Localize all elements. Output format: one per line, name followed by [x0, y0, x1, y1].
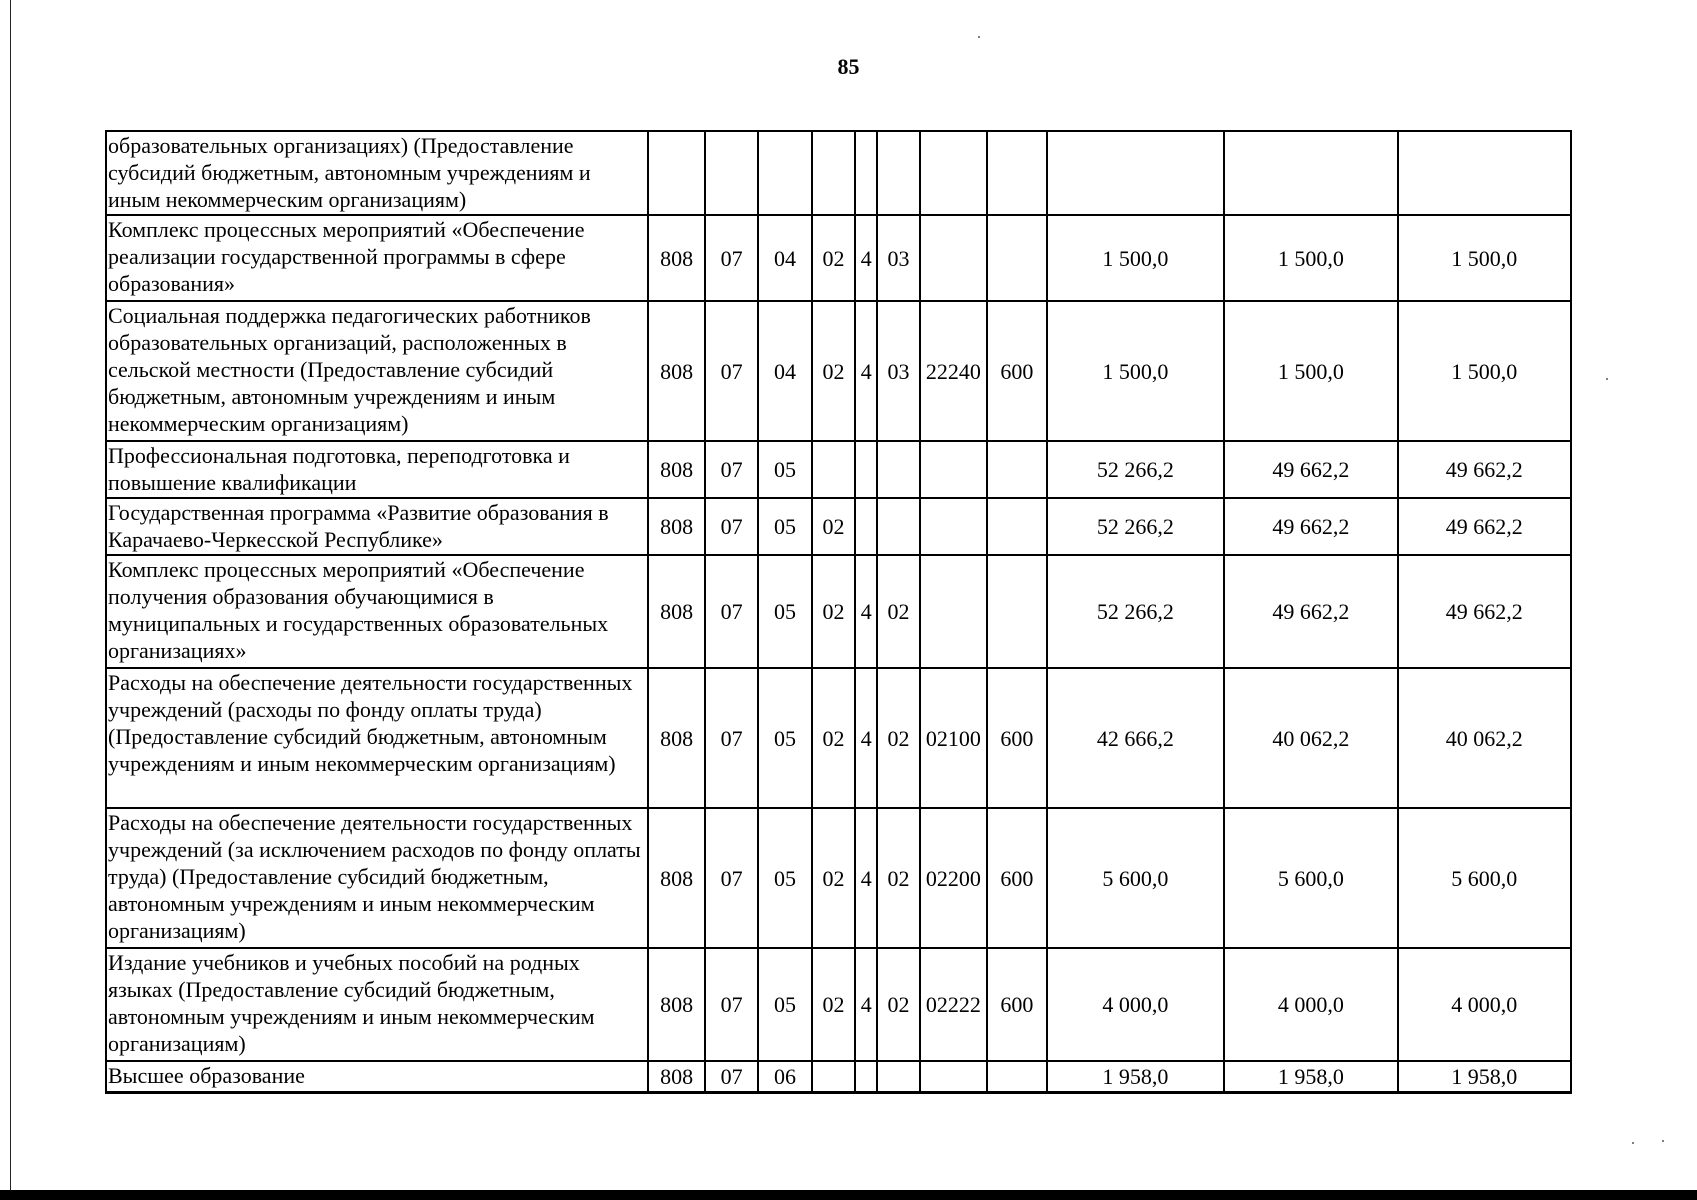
- scan-speck: [1606, 378, 1608, 380]
- cell-program-type: 4: [855, 301, 877, 441]
- table-row: [106, 808, 1571, 948]
- cell-subprogram: 03: [877, 215, 919, 301]
- cell-amount-year2: 1 500,0: [1224, 215, 1397, 301]
- cell-ministry-code: 808: [648, 301, 704, 441]
- budget-table-body: [106, 131, 1571, 1092]
- cell-amount-year1: 1 500,0: [1047, 215, 1224, 301]
- cell-amount-year2: 4 000,0: [1224, 948, 1397, 1061]
- cell-expense-type: 600: [987, 301, 1046, 441]
- cell-subprogram: 02: [877, 808, 919, 948]
- cell-program: [812, 131, 855, 215]
- cell-ministry-code: [648, 131, 704, 215]
- cell-amount-year2: 49 662,2: [1224, 498, 1397, 555]
- row-name: Государственная программа «Развитие образования в Карачаево-Черкесской Республике»: [106, 498, 648, 555]
- cell-expense-type: [987, 555, 1046, 668]
- scan-speck: [1632, 1142, 1634, 1144]
- cell-amount-year1: 42 666,2: [1047, 668, 1224, 808]
- cell-expense-type: [987, 1061, 1046, 1092]
- cell-amount-year1: 1 958,0: [1047, 1061, 1224, 1092]
- cell-expense-type: [987, 498, 1046, 555]
- row-name: Комплекс процессных мероприятий «Обеспечение реализации государственной программы в сфере образования»: [106, 215, 648, 301]
- cell-ministry-code: 808: [648, 555, 704, 668]
- row-name: Комплекс процессных мероприятий «Обеспечение получения образования обучающимися в муниципальных и государственных образовательных организациях»: [106, 555, 648, 668]
- scan-bottom-edge: [0, 1190, 1697, 1200]
- row-name: Издание учебников и учебных пособий на родных языках (Предоставление субсидий бюджетным, автономным учреждениям и иным некоммерческим организациям): [106, 948, 648, 1061]
- scan-left-edge: [10, 0, 11, 1200]
- cell-amount-year3: 40 062,2: [1398, 668, 1571, 808]
- cell-amount-year3: 4 000,0: [1398, 948, 1571, 1061]
- cell-direction: [920, 498, 988, 555]
- cell-direction: [920, 131, 988, 215]
- cell-amount-year2: 40 062,2: [1224, 668, 1397, 808]
- cell-program-type: 4: [855, 668, 877, 808]
- cell-ministry-code: 808: [648, 441, 704, 498]
- cell-section: 07: [705, 555, 758, 668]
- cell-expense-type: 600: [987, 808, 1046, 948]
- cell-amount-year3: 1 958,0: [1398, 1061, 1571, 1092]
- cell-amount-year3: 49 662,2: [1398, 498, 1571, 555]
- cell-subsection: 05: [758, 808, 811, 948]
- row-name: Высшее образование: [106, 1061, 648, 1092]
- cell-expense-type: [987, 131, 1046, 215]
- cell-direction: [920, 1061, 988, 1092]
- cell-subsection: 05: [758, 668, 811, 808]
- cell-section: 07: [705, 301, 758, 441]
- cell-program-type: [855, 1061, 877, 1092]
- cell-program-type: 4: [855, 555, 877, 668]
- cell-program: 02: [812, 215, 855, 301]
- cell-program: 02: [812, 301, 855, 441]
- cell-amount-year1: 52 266,2: [1047, 498, 1224, 555]
- row-name: Профессиональная подготовка, переподготовка и повышение квалификации: [106, 441, 648, 498]
- cell-subsection: 04: [758, 301, 811, 441]
- cell-subsection: 05: [758, 948, 811, 1061]
- cell-subprogram: [877, 131, 919, 215]
- cell-amount-year2: 1 958,0: [1224, 1061, 1397, 1092]
- cell-amount-year2: 49 662,2: [1224, 555, 1397, 668]
- cell-program: 02: [812, 948, 855, 1061]
- cell-direction: 22240: [920, 301, 988, 441]
- cell-amount-year2: [1224, 131, 1397, 215]
- row-name: образовательных организациях) (Предоставление субсидий бюджетным, автономным учреждениям и иным некоммерческим организациям): [106, 131, 648, 215]
- cell-section: 07: [705, 441, 758, 498]
- cell-amount-year3: 1 500,0: [1398, 301, 1571, 441]
- cell-amount-year3: [1398, 131, 1571, 215]
- cell-subprogram: [877, 498, 919, 555]
- cell-amount-year2: 1 500,0: [1224, 301, 1397, 441]
- cell-program-type: 4: [855, 808, 877, 948]
- cell-amount-year1: 52 266,2: [1047, 555, 1224, 668]
- cell-amount-year2: 5 600,0: [1224, 808, 1397, 948]
- cell-section: 07: [705, 1061, 758, 1092]
- cell-expense-type: 600: [987, 948, 1046, 1061]
- cell-expense-type: [987, 441, 1046, 498]
- table-row: [106, 1061, 1571, 1092]
- cell-ministry-code: 808: [648, 498, 704, 555]
- cell-program: 02: [812, 668, 855, 808]
- cell-amount-year1: 4 000,0: [1047, 948, 1224, 1061]
- cell-direction: [920, 215, 988, 301]
- cell-subsection: [758, 131, 811, 215]
- cell-subprogram: 02: [877, 948, 919, 1061]
- cell-subprogram: [877, 441, 919, 498]
- cell-section: 07: [705, 215, 758, 301]
- cell-program: 02: [812, 808, 855, 948]
- cell-section: 07: [705, 948, 758, 1061]
- cell-program: [812, 1061, 855, 1092]
- cell-section: 07: [705, 498, 758, 555]
- cell-subprogram: 03: [877, 301, 919, 441]
- row-name: Социальная поддержка педагогических работников образовательных организаций, расположенных в сельской местности (Предоставление субсидий бюджетным, автономным учреждениям и иным некоммерческим организациям): [106, 301, 648, 441]
- cell-amount-year1: 1 500,0: [1047, 301, 1224, 441]
- table-row: [106, 131, 1571, 215]
- cell-subsection: 05: [758, 555, 811, 668]
- cell-program: 02: [812, 498, 855, 555]
- table-row: [106, 441, 1571, 498]
- cell-direction: 02222: [920, 948, 988, 1061]
- table-row: [106, 555, 1571, 668]
- cell-expense-type: [987, 215, 1046, 301]
- cell-program: 02: [812, 555, 855, 668]
- row-name: Расходы на обеспечение деятельности государственных учреждений (за исключением расходов по фонду оплаты труда) (Предоставление субсидий бюджетным, автономным учреждениям и иным некоммерческим организациям): [106, 808, 648, 948]
- cell-subprogram: [877, 1061, 919, 1092]
- table-row: [106, 668, 1571, 808]
- cell-subsection: 05: [758, 441, 811, 498]
- cell-ministry-code: 808: [648, 948, 704, 1061]
- cell-subsection: 04: [758, 215, 811, 301]
- cell-program-type: [855, 441, 877, 498]
- cell-direction: 02200: [920, 808, 988, 948]
- cell-ministry-code: 808: [648, 215, 704, 301]
- cell-ministry-code: 808: [648, 808, 704, 948]
- cell-subprogram: 02: [877, 555, 919, 668]
- table-row: [106, 948, 1571, 1061]
- cell-subprogram: 02: [877, 668, 919, 808]
- cell-amount-year1: [1047, 131, 1224, 215]
- cell-direction: 02100: [920, 668, 988, 808]
- cell-amount-year2: 49 662,2: [1224, 441, 1397, 498]
- cell-amount-year3: 49 662,2: [1398, 441, 1571, 498]
- cell-ministry-code: 808: [648, 668, 704, 808]
- cell-section: 07: [705, 808, 758, 948]
- table-row: [106, 215, 1571, 301]
- table-row: [106, 498, 1571, 555]
- cell-section: 07: [705, 668, 758, 808]
- cell-amount-year1: 5 600,0: [1047, 808, 1224, 948]
- cell-expense-type: 600: [987, 668, 1046, 808]
- cell-ministry-code: 808: [648, 1061, 704, 1092]
- budget-table: [105, 130, 1572, 1094]
- cell-amount-year3: 49 662,2: [1398, 555, 1571, 668]
- cell-direction: [920, 555, 988, 668]
- cell-direction: [920, 441, 988, 498]
- row-name: Расходы на обеспечение деятельности государственных учреждений (расходы по фонду оплаты труда) (Предоставление субсидий бюджетным, автономным учреждениям и иным некоммерческим организациям): [106, 668, 648, 808]
- cell-amount-year1: 52 266,2: [1047, 441, 1224, 498]
- cell-program: [812, 441, 855, 498]
- cell-program-type: [855, 131, 877, 215]
- cell-program-type: [855, 498, 877, 555]
- cell-program-type: 4: [855, 215, 877, 301]
- cell-amount-year3: 1 500,0: [1398, 215, 1571, 301]
- page-number: 85: [837, 54, 860, 79]
- cell-section: [705, 131, 758, 215]
- scan-speck: [1662, 1140, 1664, 1142]
- cell-subsection: 06: [758, 1061, 811, 1092]
- cell-program-type: 4: [855, 948, 877, 1061]
- scan-speck: [978, 36, 980, 38]
- table-row: [106, 301, 1571, 441]
- cell-amount-year3: 5 600,0: [1398, 808, 1571, 948]
- cell-subsection: 05: [758, 498, 811, 555]
